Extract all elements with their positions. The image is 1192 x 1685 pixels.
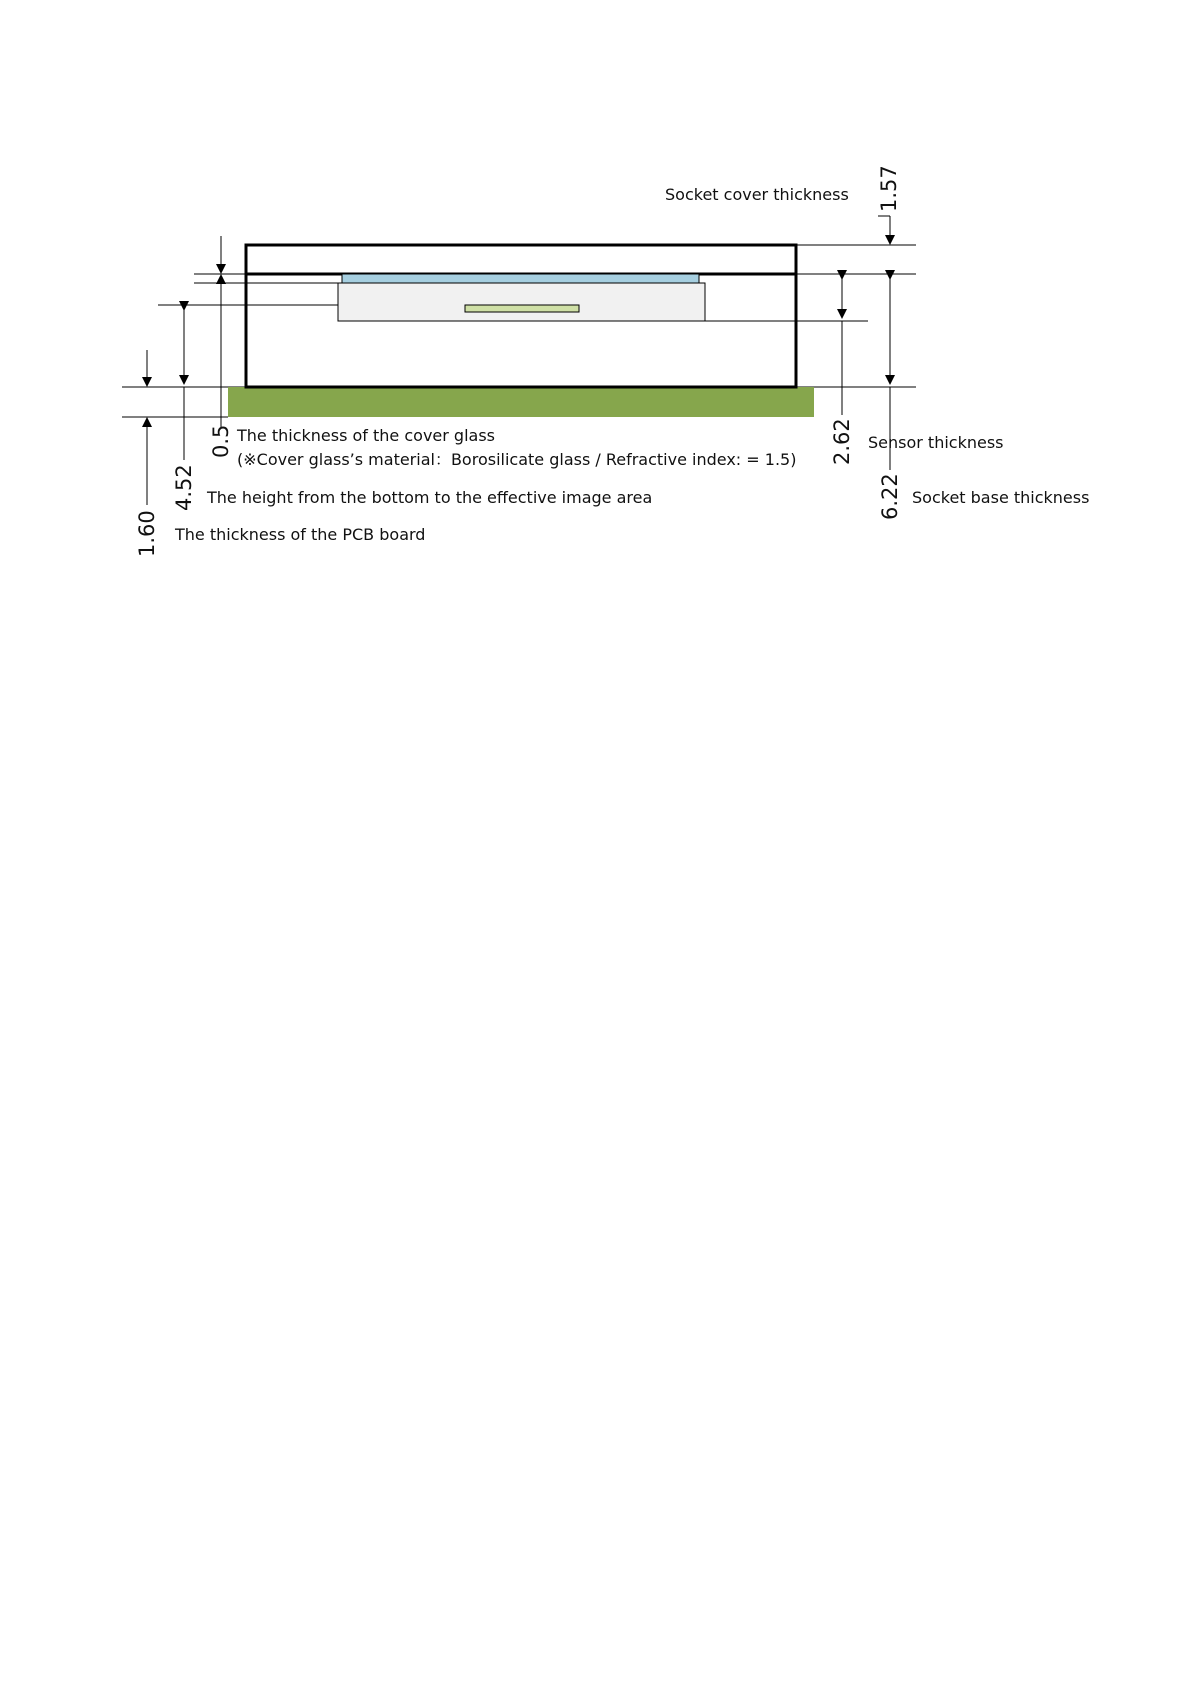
pcb-label: The thickness of the PCB board [175, 525, 426, 544]
socket-cover-label: Socket cover thickness [665, 185, 849, 204]
sensor-dimension-value: 2.62 [830, 418, 854, 465]
cover-glass-dimension-value: 0.5 [209, 424, 233, 458]
socket-cover [246, 245, 796, 274]
socket-base-dimension-value: 6.22 [878, 473, 902, 520]
cover-glass [342, 274, 699, 283]
effective-image-area [465, 305, 579, 312]
pcb-board [228, 387, 814, 417]
effective-height-label: The height from the bottom to the effective image area [207, 488, 653, 507]
socket-cover-dimension-value: 1.57 [877, 165, 901, 212]
socket-base-label: Socket base thickness [912, 488, 1090, 507]
effective-height-dimension-value: 4.52 [172, 464, 196, 511]
sensor-body [338, 283, 705, 321]
cover-glass-label: The thickness of the cover glass [237, 426, 495, 445]
pcb-dimension-value: 1.60 [135, 510, 159, 557]
sensor-label: Sensor thickness [868, 433, 1004, 452]
cover-glass-material-note: (※Cover glass’s material：Borosilicate glass / Refractive index: = 1.5) [237, 450, 797, 469]
